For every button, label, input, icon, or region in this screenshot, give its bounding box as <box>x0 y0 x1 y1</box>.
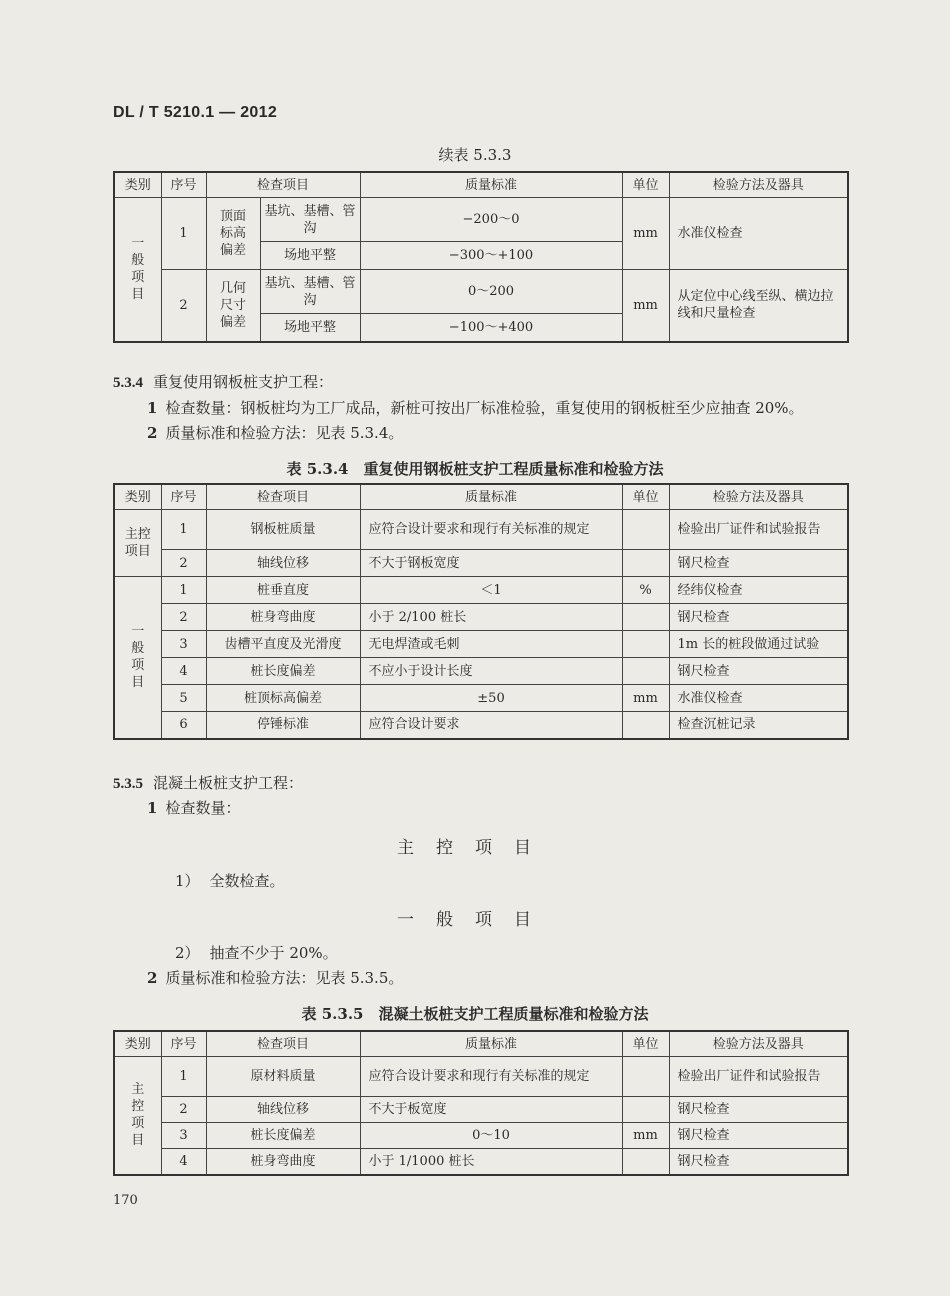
unit-cell: mm <box>622 270 669 342</box>
header-unit: 单位 <box>622 172 669 198</box>
method-cell: 1m 长的桩段做通过试验 <box>669 631 848 658</box>
table-row <box>114 198 848 242</box>
standard-value: 小于 2/100 桩长 <box>360 604 622 631</box>
unit-cell <box>622 658 669 685</box>
method-cell: 从定位中心线至纵、横边拉线和尺量检查 <box>669 270 848 342</box>
method-cell: 经纬仪检查 <box>669 577 848 604</box>
row-number: 2 <box>161 270 206 342</box>
header-category: 类别 <box>114 172 161 198</box>
section-5-3-5-item-1: 1 检查数量： <box>147 799 241 817</box>
sub-item: 基坑、基槽、管沟 <box>260 198 360 242</box>
check-item: 轴线位移 <box>206 550 360 577</box>
header-check-item: 检查项目 <box>206 484 360 510</box>
heading-main-items: 主控项目 <box>397 838 553 858</box>
category-cell: 主控项目 <box>114 510 161 577</box>
check-item: 桩身弯曲度 <box>206 604 360 631</box>
row-number: 3 <box>161 631 206 658</box>
table-row <box>114 631 848 658</box>
row-number: 4 <box>161 1149 206 1175</box>
standard-value: ±50 <box>360 685 622 712</box>
method-cell: 钢尺检查 <box>669 658 848 685</box>
method-cell: 水准仪检查 <box>669 198 848 270</box>
header-check-item: 检查项目 <box>206 172 360 198</box>
table-row <box>114 712 848 739</box>
unit-cell: mm <box>622 685 669 712</box>
table-row <box>114 658 848 685</box>
check-item: 几何尺寸偏差 <box>206 270 260 342</box>
check-item: 桩顶标高偏差 <box>206 685 360 712</box>
header-number: 序号 <box>161 172 206 198</box>
row-number: 2 <box>161 1097 206 1123</box>
header-method: 检验方法及器具 <box>669 1031 848 1057</box>
check-item: 桩垂直度 <box>206 577 360 604</box>
continued-table-title: 续表 5.3.3 <box>438 146 512 164</box>
standard-value: 应符合设计要求和现行有关标准的规定 <box>360 1057 622 1097</box>
header-check-item: 检查项目 <box>206 1031 360 1057</box>
table-row <box>114 270 848 314</box>
row-number: 1 <box>161 1057 206 1097</box>
table-row <box>114 510 848 550</box>
table-row <box>114 550 848 577</box>
method-cell: 检验出厂证件和试验报告 <box>669 510 848 550</box>
table-row <box>114 604 848 631</box>
standard-value: 不大于板宽度 <box>360 1097 622 1123</box>
row-number: 1 <box>161 577 206 604</box>
check-item: 桩长度偏差 <box>206 1123 360 1149</box>
table-header-row <box>114 484 848 510</box>
check-item: 停锤标准 <box>206 712 360 739</box>
header-standard: 质量标准 <box>360 1031 622 1057</box>
header-method: 检验方法及器具 <box>669 484 848 510</box>
table-row <box>114 1123 848 1149</box>
check-item: 钢板桩质量 <box>206 510 360 550</box>
document-code: DL / T 5210.1 — 2012 <box>113 104 278 121</box>
unit-cell <box>622 631 669 658</box>
method-cell: 检验出厂证件和试验报告 <box>669 1057 848 1097</box>
table-row <box>114 1057 848 1097</box>
sub-item-1: 1） 全数检查。 <box>175 872 285 890</box>
header-unit: 单位 <box>622 1031 669 1057</box>
standard-value: −200～0 <box>360 198 622 242</box>
unit-cell <box>622 1149 669 1175</box>
page-number: 170 <box>113 1193 138 1208</box>
standard-value: 不大于钢板宽度 <box>360 550 622 577</box>
header-number: 序号 <box>161 1031 206 1057</box>
standard-value: ＜1 <box>360 577 622 604</box>
check-item: 齿槽平直度及光滑度 <box>206 631 360 658</box>
unit-cell <box>622 550 669 577</box>
standard-value: 无电焊渣或毛刺 <box>360 631 622 658</box>
method-cell: 钢尺检查 <box>669 1149 848 1175</box>
table-5-3-5 <box>113 1030 849 1176</box>
check-item: 原材料质量 <box>206 1057 360 1097</box>
standard-value: 小于 1/1000 桩长 <box>360 1149 622 1175</box>
unit-cell <box>622 712 669 739</box>
header-unit: 单位 <box>622 484 669 510</box>
row-number: 3 <box>161 1123 206 1149</box>
section-5-3-5-item-2: 2 质量标准和检验方法：见表 5.3.5。 <box>147 969 404 987</box>
unit-cell <box>622 604 669 631</box>
check-item: 桩长度偏差 <box>206 658 360 685</box>
method-cell: 钢尺检查 <box>669 1123 848 1149</box>
section-5-3-4-item-1: 1 检查数量：钢板桩均为工厂成品，新桩可按出厂标准检验，重复使用的钢板桩至少应抽查 20%。 <box>147 399 804 417</box>
category-cell: 一般项目 <box>114 577 161 739</box>
standard-value: −100～+400 <box>360 314 622 342</box>
check-item: 轴线位移 <box>206 1097 360 1123</box>
section-5-3-5-heading: 5.3.5 混凝土板桩支护工程： <box>113 774 304 792</box>
unit-cell <box>622 1097 669 1123</box>
unit-cell <box>622 1057 669 1097</box>
row-number: 4 <box>161 658 206 685</box>
heading-general-items: 一般项目 <box>397 910 553 930</box>
table-5-3-4 <box>113 483 849 740</box>
method-cell: 水准仪检查 <box>669 685 848 712</box>
header-number: 序号 <box>161 484 206 510</box>
method-cell: 钢尺检查 <box>669 550 848 577</box>
table-5-3-3 <box>113 171 849 343</box>
standard-value: 0～10 <box>360 1123 622 1149</box>
table-row <box>114 577 848 604</box>
unit-cell: mm <box>622 1123 669 1149</box>
table-5-3-5-caption: 表 5.3.5 混凝土板桩支护工程质量标准和检验方法 <box>301 1005 649 1023</box>
check-item: 顶面标高偏差 <box>206 198 260 270</box>
table-row <box>114 1149 848 1175</box>
header-standard: 质量标准 <box>360 172 622 198</box>
header-category: 类别 <box>114 1031 161 1057</box>
table-row <box>114 685 848 712</box>
table-5-3-4-caption: 表 5.3.4 重复使用钢板桩支护工程质量标准和检验方法 <box>286 460 664 478</box>
method-cell: 检查沉桩记录 <box>669 712 848 739</box>
standard-value: 应符合设计要求和现行有关标准的规定 <box>360 510 622 550</box>
row-number: 2 <box>161 550 206 577</box>
row-number: 2 <box>161 604 206 631</box>
standard-value: −300～+100 <box>360 242 622 270</box>
method-cell: 钢尺检查 <box>669 1097 848 1123</box>
sub-item: 场地平整 <box>260 314 360 342</box>
method-cell: 钢尺检查 <box>669 604 848 631</box>
sub-item-2: 2） 抽查不少于 20%。 <box>175 944 338 962</box>
category-cell: 主控项目 <box>114 1057 161 1175</box>
standard-value: 0～200 <box>360 270 622 314</box>
unit-cell: mm <box>622 198 669 270</box>
section-5-3-4-heading: 5.3.4 重复使用钢板桩支护工程： <box>113 373 334 391</box>
row-number: 6 <box>161 712 206 739</box>
section-5-3-4-item-2: 2 质量标准和检验方法：见表 5.3.4。 <box>147 424 404 442</box>
header-method: 检验方法及器具 <box>669 172 848 198</box>
unit-cell <box>622 510 669 550</box>
sub-item: 场地平整 <box>260 242 360 270</box>
table-row <box>114 1097 848 1123</box>
standard-value: 应符合设计要求 <box>360 712 622 739</box>
sub-item: 基坑、基槽、管沟 <box>260 270 360 314</box>
row-number: 5 <box>161 685 206 712</box>
row-number: 1 <box>161 198 206 270</box>
table-header-row <box>114 1031 848 1057</box>
table-header-row <box>114 172 848 198</box>
row-number: 1 <box>161 510 206 550</box>
standard-value: 不应小于设计长度 <box>360 658 622 685</box>
header-standard: 质量标准 <box>360 484 622 510</box>
header-category: 类别 <box>114 484 161 510</box>
unit-cell: % <box>622 577 669 604</box>
check-item: 桩身弯曲度 <box>206 1149 360 1175</box>
category-cell: 一般项目 <box>114 198 161 342</box>
